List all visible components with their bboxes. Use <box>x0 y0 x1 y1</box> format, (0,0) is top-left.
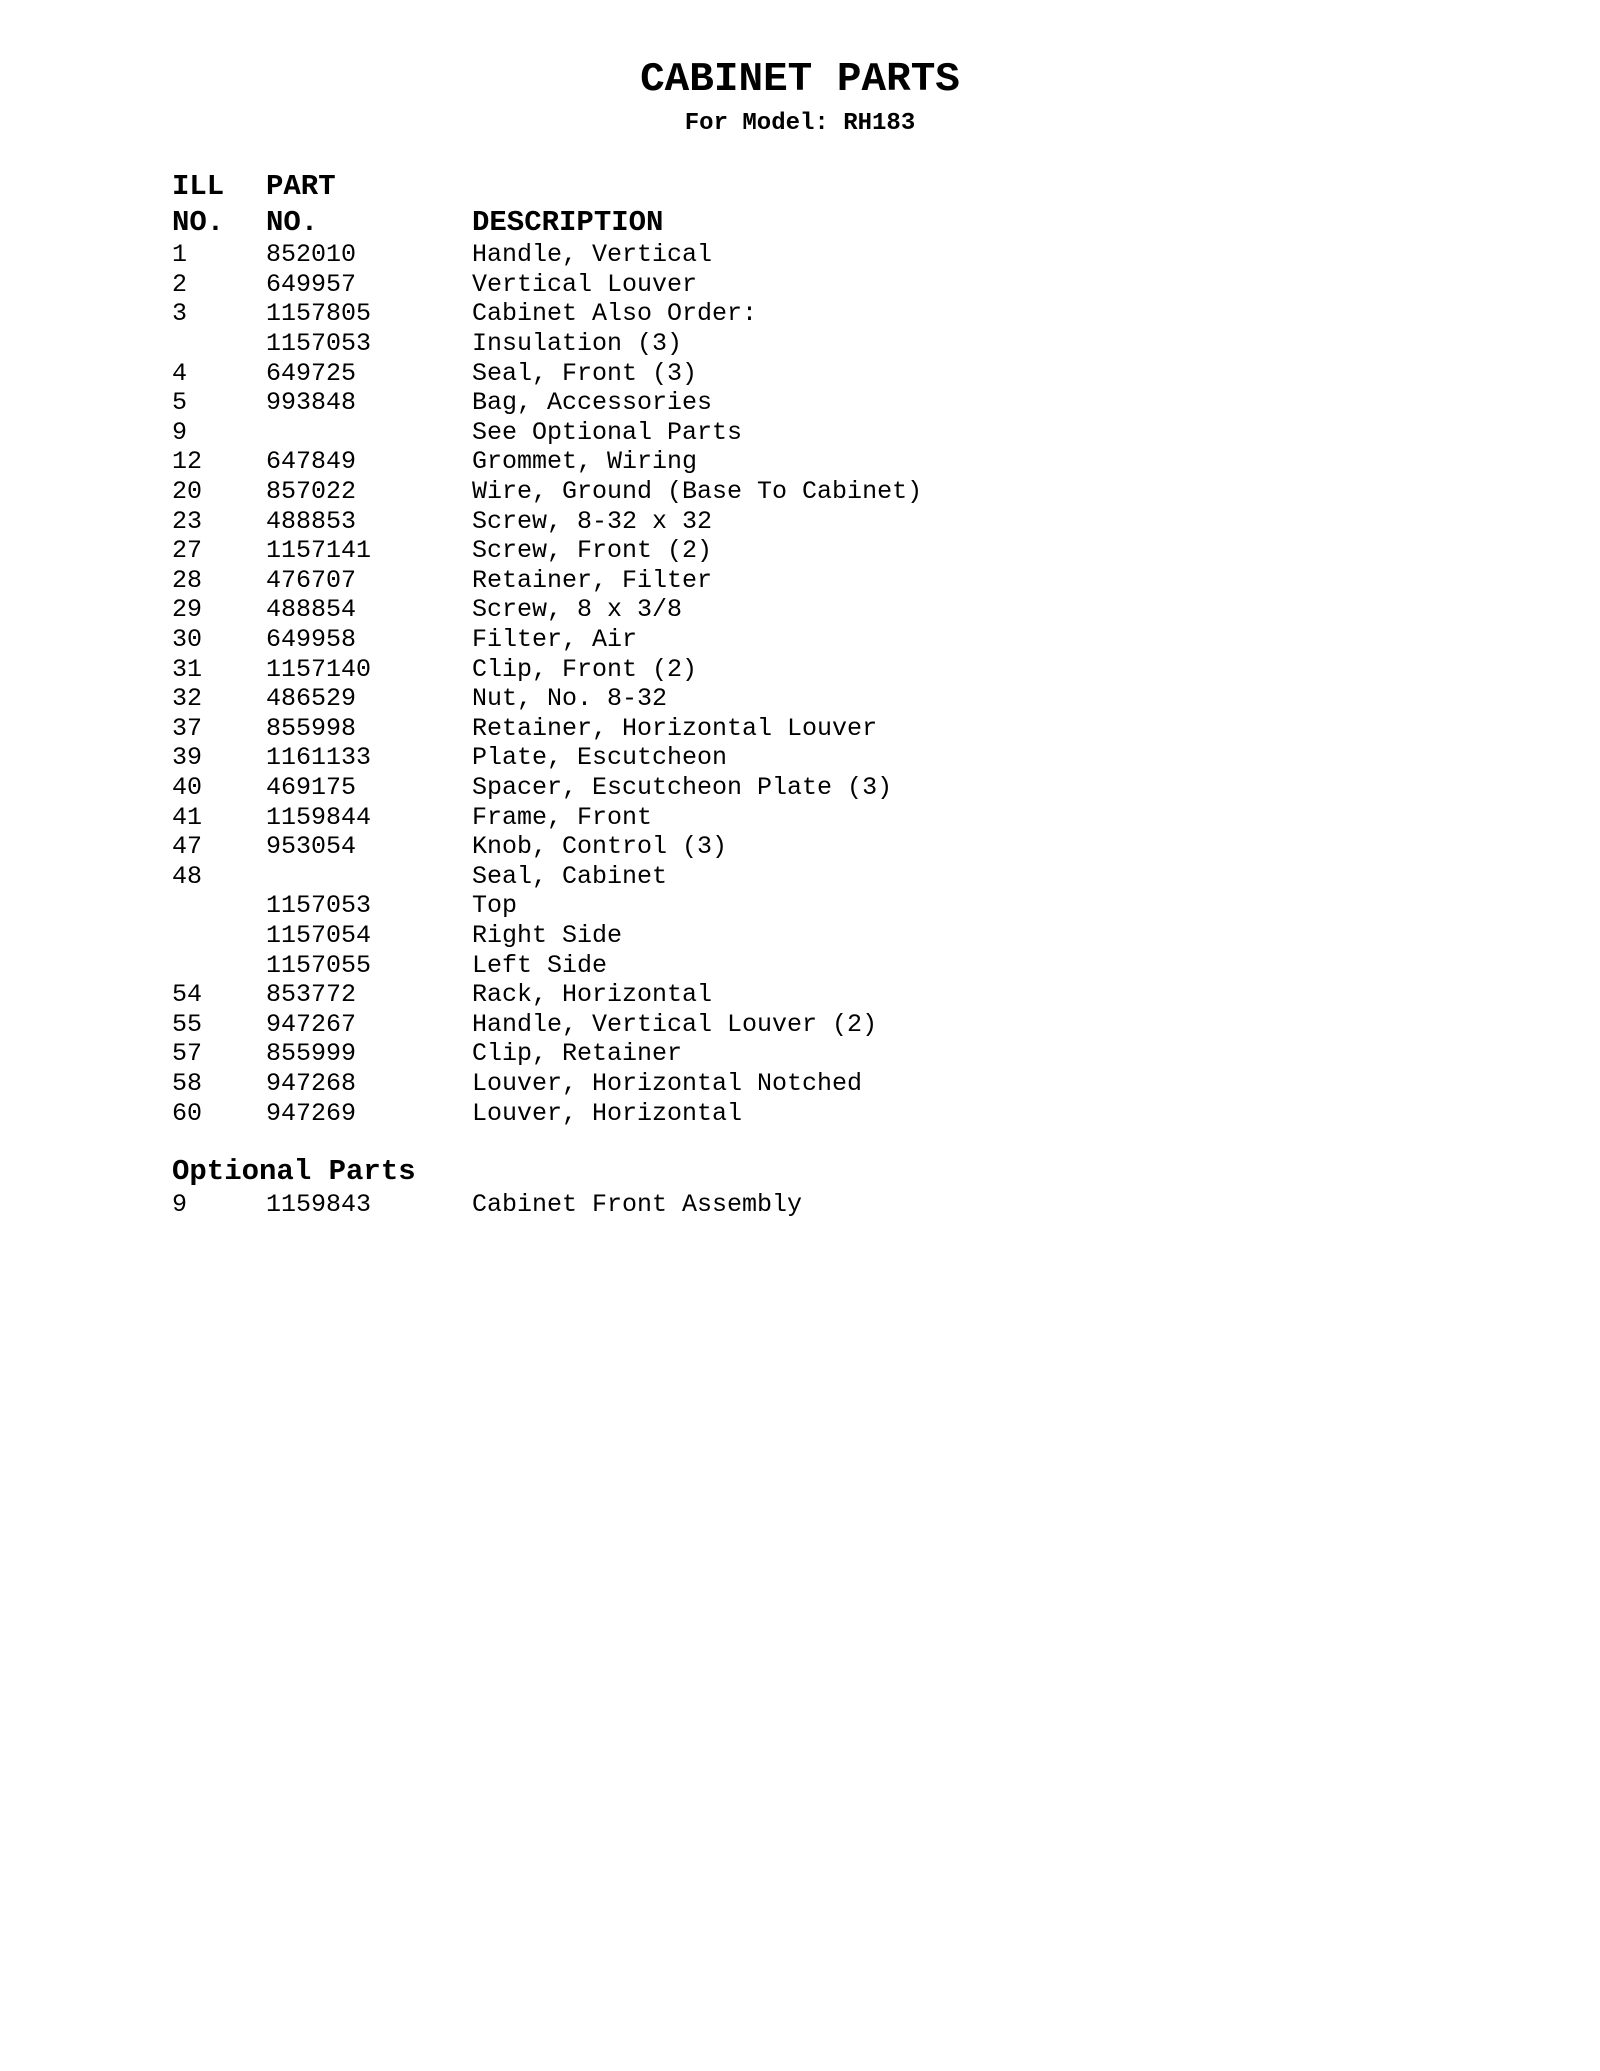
table-row <box>172 625 922 655</box>
part-no: 1157053 <box>266 891 372 921</box>
ill-no: 3 <box>172 299 188 329</box>
description: Rack, Horizontal <box>472 980 713 1010</box>
table-row <box>172 773 922 803</box>
page-title: CABINET PARTS <box>640 57 960 103</box>
table-row <box>172 299 922 329</box>
part-no: 469175 <box>266 772 357 802</box>
description: Louver, Horizontal <box>472 1098 743 1128</box>
description: Bag, Accessories <box>472 388 713 418</box>
part-no: 1159844 <box>266 802 372 832</box>
table-row <box>172 1098 922 1128</box>
ill-no: 37 <box>172 713 203 743</box>
table-row <box>172 832 922 862</box>
ill-no: 23 <box>172 506 203 536</box>
ill-no: 48 <box>172 861 203 891</box>
ill-no: 12 <box>172 447 203 477</box>
description: Louver, Horizontal Notched <box>472 1068 863 1098</box>
table-row <box>172 1190 922 1220</box>
parts-rows <box>172 240 922 1128</box>
part-no: 953054 <box>266 832 357 862</box>
ill-no: 39 <box>172 743 203 773</box>
table-row <box>172 891 922 921</box>
table-row <box>172 358 922 388</box>
part-no: 993848 <box>266 388 357 418</box>
part-no: 1159843 <box>266 1190 372 1220</box>
description: Clip, Retainer <box>472 1039 683 1069</box>
ill-no: 9 <box>172 417 188 447</box>
part-no: 855999 <box>266 1039 357 1069</box>
description: Vertical Louver <box>472 269 698 299</box>
table-row <box>172 861 922 891</box>
ill-no: 41 <box>172 802 203 832</box>
table-row <box>172 743 922 773</box>
ill-no: 32 <box>172 684 203 714</box>
ill-no: 29 <box>172 595 203 625</box>
description: Screw, Front (2) <box>472 536 713 566</box>
part-no: 947269 <box>266 1098 357 1128</box>
description: Clip, Front (2) <box>472 654 698 684</box>
description: Cabinet Also Order: <box>472 299 758 329</box>
part-no: 1157055 <box>266 950 372 980</box>
description: Handle, Vertical <box>472 240 713 270</box>
description: Screw, 8 x 3/8 <box>472 595 683 625</box>
part-no: 857022 <box>266 477 357 507</box>
ill-no: 9 <box>172 1190 188 1220</box>
part-no: 476707 <box>266 565 357 595</box>
ill-no: 1 <box>172 240 188 270</box>
table-row <box>172 714 922 744</box>
table-row <box>172 950 922 980</box>
description: Knob, Control (3) <box>472 832 728 862</box>
header-part: PART <box>266 169 336 203</box>
table-row <box>172 654 922 684</box>
ill-no: 5 <box>172 388 188 418</box>
description: See Optional Parts <box>472 417 743 447</box>
ill-no: 30 <box>172 625 203 655</box>
part-no: 649958 <box>266 625 357 655</box>
part-no: 852010 <box>266 240 357 270</box>
parts-table <box>172 168 922 1219</box>
header-ill: ILL <box>172 169 225 203</box>
part-no: 1157805 <box>266 299 372 329</box>
part-no: 947267 <box>266 1009 357 1039</box>
table-row <box>172 270 922 300</box>
description: Spacer, Escutcheon Plate (3) <box>472 772 893 802</box>
description: Frame, Front <box>472 802 653 832</box>
description: Grommet, Wiring <box>472 447 698 477</box>
model-subtitle: For Model: RH183 <box>684 110 916 137</box>
part-no: 649725 <box>266 358 357 388</box>
description: Seal, Cabinet <box>472 861 668 891</box>
part-no: 488853 <box>266 506 357 536</box>
header-description: DESCRIPTION <box>472 205 664 239</box>
header-row-2 <box>172 204 922 240</box>
ill-no: 4 <box>172 358 188 388</box>
part-no: 488854 <box>266 595 357 625</box>
description: Nut, No. 8-32 <box>472 684 668 714</box>
part-no: 947268 <box>266 1068 357 1098</box>
ill-no: 54 <box>172 980 203 1010</box>
table-row <box>172 1069 922 1099</box>
part-no: 1157141 <box>266 536 372 566</box>
table-row <box>172 477 922 507</box>
table-row <box>172 418 922 448</box>
table-row <box>172 980 922 1010</box>
table-row <box>172 1039 922 1069</box>
part-no: 649957 <box>266 269 357 299</box>
header-row-1 <box>172 168 922 204</box>
description: Retainer, Horizontal Louver <box>472 713 878 743</box>
ill-no: 58 <box>172 1068 203 1098</box>
table-row <box>172 1009 922 1039</box>
table-row <box>172 566 922 596</box>
description: Handle, Vertical Louver (2) <box>472 1009 878 1039</box>
table-row <box>172 684 922 714</box>
ill-no: 20 <box>172 477 203 507</box>
ill-no: 40 <box>172 772 203 802</box>
ill-no: 27 <box>172 536 203 566</box>
ill-no: 60 <box>172 1098 203 1128</box>
part-no: 855998 <box>266 713 357 743</box>
ill-no: 31 <box>172 654 203 684</box>
optional-parts-rows <box>172 1190 922 1220</box>
part-no: 853772 <box>266 980 357 1010</box>
ill-no: 2 <box>172 269 188 299</box>
description: Seal, Front (3) <box>472 358 698 388</box>
description: Plate, Escutcheon <box>472 743 728 773</box>
optional-parts-heading: Optional Parts <box>172 1155 416 1189</box>
ill-no: 47 <box>172 832 203 862</box>
table-row <box>172 240 922 270</box>
description: Right Side <box>472 920 623 950</box>
table-row <box>172 595 922 625</box>
table-row <box>172 921 922 951</box>
part-no: 1157054 <box>266 920 372 950</box>
ill-no: 28 <box>172 565 203 595</box>
table-row <box>172 536 922 566</box>
header-ill-no: NO. <box>172 205 225 239</box>
description: Screw, 8-32 x 32 <box>472 506 713 536</box>
table-row <box>172 506 922 536</box>
part-no: 1157053 <box>266 329 372 359</box>
description: Insulation (3) <box>472 329 683 359</box>
ill-no: 55 <box>172 1009 203 1039</box>
description: Top <box>472 891 518 921</box>
part-no: 1161133 <box>266 743 372 773</box>
header-part-no: NO. <box>266 205 319 239</box>
table-row <box>172 388 922 418</box>
table-row <box>172 329 922 359</box>
part-no: 1157140 <box>266 654 372 684</box>
ill-no: 57 <box>172 1039 203 1069</box>
description: Left Side <box>472 950 608 980</box>
table-row <box>172 447 922 477</box>
description: Filter, Air <box>472 625 638 655</box>
part-no: 647849 <box>266 447 357 477</box>
description: Cabinet Front Assembly <box>472 1190 803 1220</box>
description: Wire, Ground (Base To Cabinet) <box>472 477 923 507</box>
table-row <box>172 802 922 832</box>
part-no: 486529 <box>266 684 357 714</box>
description: Retainer, Filter <box>472 565 713 595</box>
